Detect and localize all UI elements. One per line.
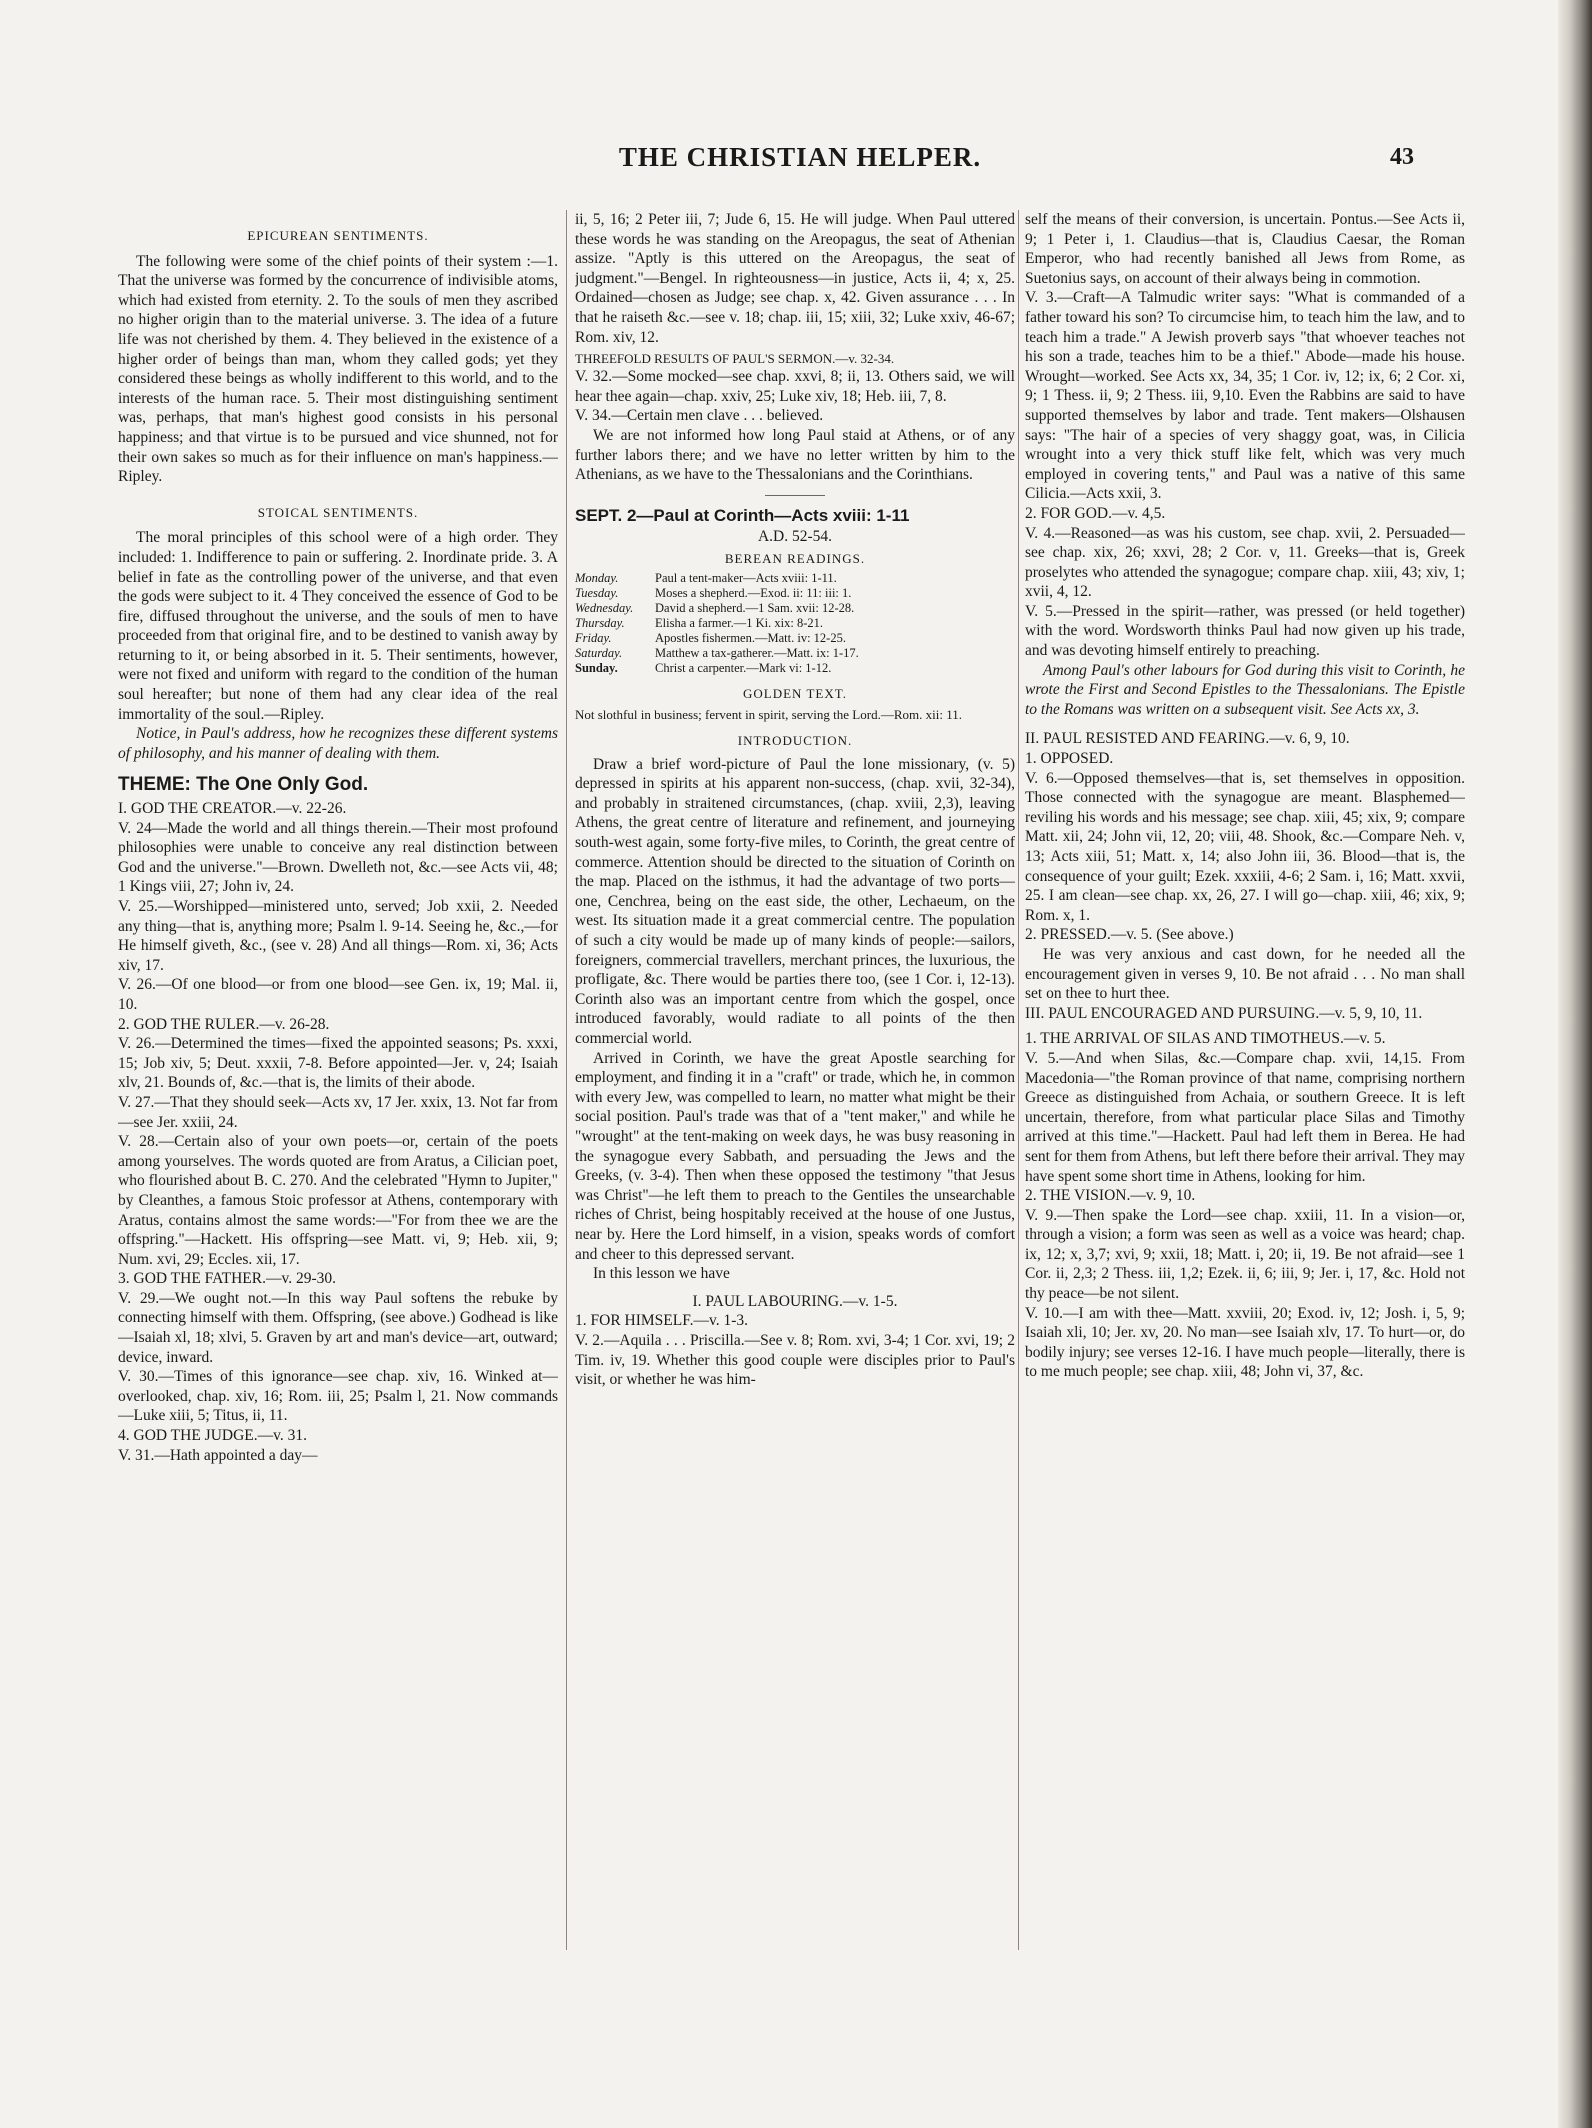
section-heading: III. PAUL ENCOURAGED AND PURSUING.—v. 5, 9, 10, 11. (1025, 1004, 1423, 1022)
reading-row (575, 586, 1015, 601)
col2-paragraph: Arrived in Corinth, we have the great Apostle searching for employment, and finding it in a "craft" or trade, which he, in common with every Jew, was compelled to learn, no matter what might be their social position. Paul's trade was that of a "tent maker," and while he "wrought" at the tent-making on week days, he was busy reasoning in the synagogue every Sabbath, and persuading the Jews and the Greeks, (v. 3-4). Then when these opposed the testimony "that Jesus was Christ"—he left them to preach to the Gentiles the unsearchable riches of Christ, being hospitably received at the house of one Justus, near by. Here the Lord himself, in a vision, speaks words of comfort and cheer to this depressed servant. (575, 1049, 1015, 1263)
reading-day: Monday. (575, 570, 619, 585)
reading-day: Tuesday. (575, 585, 619, 600)
epicurean-heading: EPICUREAN SENTIMENTS. (247, 228, 429, 243)
reading-day: Sunday. (575, 660, 618, 675)
reading-day: Wednesday. (575, 600, 634, 615)
sub-heading: 1. OPPOSED. (1025, 750, 1114, 768)
stoical-heading: STOICAL SENTIMENTS. (257, 504, 419, 520)
lesson-date: A.D. 52-54. (757, 528, 833, 546)
col1-paragraph: V. 24—Made the world and all things therein.—Their most profound philosophies were unable to conceive any real distinction between God and the universe."—Brown. Dwelleth not, &c.—see Acts vii, 48; 1 Kings viii, 27; John iv, 24. (118, 819, 558, 896)
page-header (0, 142, 1540, 182)
col1-paragraph: 3. GOD THE FATHER.—v. 29-30. (118, 1270, 336, 1288)
col1-paragraph: 4. GOD THE JUDGE.—v. 31. (118, 1427, 308, 1445)
col3-paragraph: V. 6.—Opposed themselves—that is, set themselves in opposition. Those connected with the synagogue are meant. Blasphemed—reviling his words and his message; see chap. xiii, 45; xix, 9; compare Matt. xii, 24; John vii, 12, 20; viii, 48. Shook, &c.—Compare Neh. v, 13; Acts xiii, 51; Matt. x, 14; also John iii, 36. Blood—that is, the consequence of your guilt; Ezek. xxxiii, 4-6; 2 Sam. i, 16; Matt. xxvii, 25. I am clean—see chap. xx, 26, 27. I will go—chap. xiii, 46; xix, 9; Rom. x, 1. (1025, 769, 1465, 924)
col2-paragraph: ii, 5, 16; 2 Peter iii, 7; Jude 6, 15. He will judge. When Paul uttered these words he was standing on the Areopagus, the seat of Athenian assize. "Aptly is this uttered on the Areopagus, the seat of judgment."—Bengel. In righteousness—in justice, Acts ii, 4; x, 25. Ordained—chosen as Judge; see chap. x, 42. Given assurance . . . In that he raiseth &c.—see v. 18; chap. iii, 15; xiii, 32; Luke xxiv, 46-67; Rom. xiv, 12. (575, 211, 1015, 346)
col1-paragraph: V. 29.—We ought not.—In this way Paul softens the rebuke by connecting himself with them. Offspring, (see above.) Godhead is like—Isaiah xl, 18; xlvi, 5. Graven by art and man's device—art, outward; device, inward. (118, 1289, 558, 1366)
column-rule-right (1018, 210, 1019, 1950)
reading-row (575, 616, 1015, 631)
reading-day: Friday. (575, 630, 612, 645)
reading-row (575, 601, 1015, 616)
page-number: 43 (1390, 144, 1414, 170)
col3-paragraph: V. 3.—Craft—A Talmudic writer says: "What is commanded of a father toward his son? To circumcise him, to teach him the law, and to teach him a trade." A Jewish proverb says "that whoever teaches not his son a trade, teaches him to be a thief." Abode—made his house. Wrought—worked. See Acts xx, 34, 35; 1 Cor. iv, 12; ix, 6; 2 Cor. xi, 9; 1 Thess. ii, 9; 2 Thess. iii, 9,10. Even the Rabbins are said to have supported themselves by labor and trade. Tent makers—Olshausen says: "The hair of a species of very shaggy goat, was, in Cilicia wrought into a very thick stuff like felt, which was very much employed in covering tents," and Paul was a native of this same Cilicia.—Acts xxii, 3. (1025, 289, 1465, 503)
col1-paragraph: I. GOD THE CREATOR.—v. 22-26. (118, 800, 347, 818)
epicurean-text: The following were some of the chief points of their system :—1. That the universe was formed by the concurrence of indivisible atoms, which had existed from eternity. 2. To the souls of men they ascribed no higher origin than to the material universe. 3. The idea of a future life was not cherished by them. 4. They believed in the existence of a higher order of beings than man, whom they called gods; yet they considered these beings as wholly indifferent to this world, and to the interests of the human race. 5. Their most distinguishing sentiment was, perhaps, that man's highest good consists in his personal happiness; and that virtue is to be pursued and vice shunned, not for their own sakes so much as for their influence on man's happiness.—Ripley. (118, 252, 558, 486)
col2-paragraph: V. 2.—Aquila . . . Priscilla.—See v. 8; Rom. xvi, 3-4; 1 Cor. xvi, 19; 2 Tim. iv, 19. Whether this good couple were disciples prior to Paul's visit, or whether he was him- (575, 1331, 1015, 1389)
stoical-text: The moral principles of this school were of a high order. They included: 1. Indifference to pain or suffering. 2. Inordinate pride. 3. A belief in fate as the controlling power of the universe, and that even the gods were subject to it. 4 They conceived the essence of God to be fire, diffused throughout the universe, and the souls of men to have proceeded from that original fire, and to be destined to vanish away by returning to it, or being absorbed in it. 5. Their sentiments, however, were not fixed and uniform with regard to the condition of the human soul hereafter; but none of them had any clear idea of the real immortality of the soul.—Ripley. (118, 529, 558, 723)
col3-paragraph: Among Paul's other labours for God during this visit to Corinth, he wrote the First and Second Epistles to the Thessalonians. The Epistle to the Romans was written on a subsequent visit. See Acts xx, 3. (1025, 661, 1465, 718)
col2-paragraph: V. 32.—Some mocked—see chap. xxvi, 8; ii, 13. Others said, we will hear thee again—chap. xxiv, 25; Luke xiv, 18; Heb. iii, 7, 8. (575, 368, 1015, 405)
theme-heading: THEME: The One Only God. (118, 774, 369, 796)
golden-text-heading: GOLDEN TEXT. (743, 685, 847, 701)
running-title: THE CHRISTIAN HELPER. (618, 142, 982, 172)
notice-text: Notice, in Paul's address, how he recognizes these different systems of philosophy, and his manner of dealing with them. (118, 725, 558, 762)
reading-text: Paul a tent-maker—Acts xviii: 1-11. (655, 570, 837, 585)
column-rule-left (566, 210, 567, 1950)
col1-paragraph: V. 27.—That they should seek—Acts xv, 17 Jer. xxix, 13. Not far from—see Jer. xxiii, 24. (118, 1093, 558, 1131)
col1-paragraph: V. 26.—Of one blood—or from one blood—see Gen. ix, 19; Mal. ii, 10. (118, 976, 558, 1013)
sub-heading: 1. FOR HIMSELF.—v. 1-3. (575, 1312, 749, 1330)
col3-paragraph: V. 4.—Reasoned—as was his custom, see chap. xvii, 2. Persuaded—see chap. xix, 26; xxvi, 28; 2 Cor. v, 11. Greeks—that is, Greek proselytes who attended the synagogue; compare chap. xiii, 43; xiv, 1; xvii, 4, 12. (1025, 524, 1465, 601)
col1-paragraph: V. 28.—Certain also of your own poets—or, certain of the poets among yourselves. The words quoted are from Aratus, a Cilician poet, who flourished about B. C. 270. And the celebrated "Hymn to Jupiter," by Cleanthes, a famous Stoic professor at Athens, contemporary with Aratus, contains almost the same words:—"For from thee we are the offspring."—Hackett. His offspring—see Matt. vi, 9; Heb. xii, 9; Num. xvi, 29; Eccles. xii, 17. (118, 1133, 558, 1268)
col2-paragraph: In this lesson we have (593, 1265, 730, 1283)
col3-paragraph: V. 9.—Then spake the Lord—see chap. xxiii, 11. In a vision—or, through a vision; a form was seen as well as a voice was heard; chap. ix, 12; x, 3,7; xvi, 9; xxii, 18; Matt. i, 20; ii, 19. Be not afraid—see 1 Cor. ii, 2,3; 2 Thess. iii, 1,2; Ezek. ii, 6; iii, 9; Jer. i, 17, &c. Hold not thy peace—be not silent. (1025, 1206, 1465, 1303)
col3-paragraph: V. 5.—And when Silas, &c.—Compare chap. xvii, 14,15. From Macedonia—"the Roman province of that name, comprising northern Greece as distinguished from Achaia, or southern Greece. It is left uncertain, therefore, from what particular place Silas and Timothy arrived at this time."—Hackett. Paul had left them in Berea. He had sent for them from Athens, but left there before their arrival. They may have spent some short time in Athens, looking for him. (1025, 1049, 1465, 1185)
reading-text: Elisha a farmer.—1 Ki. xix: 8-21. (655, 615, 824, 630)
lesson-title: SEPT. 2—Paul at Corinth—Acts xviii: 1-11 (575, 505, 910, 525)
sub-heading: 1. THE ARRIVAL OF SILAS AND TIMOTHEUS.—v. 5. (1025, 1030, 1386, 1048)
section-heading: II. PAUL RESISTED AND FEARING.—v. 6, 9, 10. (1025, 730, 1350, 748)
col1-paragraph: V. 30.—Times of this ignorance—see chap. xiv, 16. Winked at—overlooked, chap. xiv, 16; Rom. iii, 25; Psalm l, 21. Now commands—Luke xiii, 5; Titus, ii, 11. (118, 1368, 558, 1425)
col2-paragraph: We are not informed how long Paul staid at Athens, or of any further labors there; and we have no letter written by him to the Athenians, as we have to the Thessalonians and the Corinthians. (575, 426, 1015, 484)
reading-text: David a shepherd.—1 Sam. xvii: 12-28. (655, 600, 855, 615)
reading-row (575, 646, 1015, 661)
col3-paragraph: self the means of their conversion, is uncertain. Pontus.—See Acts ii, 9; 1 Peter i, 1. Claudius—that is, Claudius Caesar, the Roman Emperor, who had recently banished all Jews from Rome, as Suetonius says, on account of their always being in commotion. (1025, 211, 1465, 287)
col2-paragraph: V. 34.—Certain men clave . . . believed. (575, 407, 824, 425)
threefold-heading: THREEFOLD RESULTS OF PAUL'S SERMON.—v. 32-34. (575, 351, 895, 367)
sub-heading: 2. THE VISION.—v. 9, 10. (1025, 1187, 1196, 1205)
reading-text: Christ a carpenter.—Mark vi: 1-12. (655, 660, 832, 675)
col1-paragraph: V. 31.—Hath appointed a day— (118, 1446, 318, 1464)
column-right (1025, 210, 1465, 1950)
reading-day: Thursday. (575, 615, 625, 630)
reading-row (575, 571, 1015, 586)
col1-paragraph: 2. GOD THE RULER.—v. 26-28. (118, 1015, 330, 1033)
col3-paragraph: He was very anxious and cast down, for he needed all the encouragement given in verses 9, 10. Be not afraid . . . No man shall set on thee to hurt thee. (1025, 945, 1465, 1003)
reading-text: Moses a shepherd.—Exod. ii: 11: iii: 1. (655, 585, 852, 600)
col1-paragraph: V. 25.—Worshipped—ministered unto, served; Job xxii, 2. Needed any thing—that is, anything more; Psalm l. 9-14. Seeing he, &c.,—for He himself giveth, &c., (see v. 28) And all things—Rom. xi, 36; Acts xiv, 17. (118, 898, 558, 974)
reading-text: Apostles fishermen.—Matt. iv: 12-25. (655, 630, 846, 645)
col2-paragraph: Draw a brief word-picture of Paul the lone missionary, (v. 5) depressed in spirits at his apparent non-success, (chap. xvii, 32-34), and probably in straitened circumstances, (chap. xviii, 2,3), leaving Athens, the great centre of literature and refinement, and journeying south-west again, some forty-five miles, to Corinth, the great centre of commerce. Attention should be directed to the situation of Corinth on the map. Placed on the isthmus, it had the advantage of two ports—one, Cenchrea, being on the east side, the other, Lechaeum, on the west. Its situation made it a great commercial centre. The population of such a city would be made up of many kinds of people:—sailors, foreigners, commercial travellers, merchant princes, the luxurious, the profligate, &c. There would be parties there too, (see 1 Cor. i, 12-13). Corinth also was an important centre from which the gospel, once introduced favorably, would radiate to all points of the then commercial world. (575, 755, 1015, 1047)
col1-paragraph: V. 26.—Determined the times—fixed the appointed seasons; Ps. xxxi, 15; Job xiv, 5; Deut. xxxii, 7-8. Before appointed—Jer. v, 24; Isaiah xlv, 21. Bounds of, &c.—that is, the limits of their abode. (118, 1035, 558, 1092)
reading-text: Matthew a tax-gatherer.—Matt. ix: 1-17. (655, 645, 859, 660)
golden-text: Not slothful in business; fervent in spirit, serving the Lord.—Rom. xii: 11. (575, 707, 962, 723)
reading-day: Saturday. (575, 645, 623, 660)
introduction-heading: INTRODUCTION. (737, 733, 853, 749)
reading-row (575, 631, 1015, 646)
section-divider (765, 495, 825, 496)
book-binding-edge (1558, 0, 1592, 2128)
column-left (118, 210, 558, 1950)
column-middle (575, 210, 1015, 1950)
reading-row (575, 661, 1015, 676)
readings-heading: BEREAN READINGS. (724, 550, 866, 566)
col3-paragraph: V. 10.—I am with thee—Matt. xxviii, 20; Exod. iv, 12; Josh. i, 5, 9; Isaiah xli, 10; Jer. xv, 20. No man—see Isaiah xlv, 17. To hurt—or, do bodily injury; see verses 12-16. I have much people—literally, there is to me much people; see chap. xiii, 48; John vi, 37, &c. (1025, 1304, 1465, 1381)
sub-heading: 2. FOR GOD.—v. 4,5. (1025, 504, 1166, 522)
readings-table (575, 571, 1015, 676)
section-heading: I. PAUL LABOURING.—v. 1-5. (692, 1292, 898, 1310)
col3-paragraph: V. 5.—Pressed in the spirit—rather, was pressed (or held together) with the word. Wordsworth thinks Paul had now given up his trade, and was devoting himself entirely to preaching. (1025, 602, 1465, 660)
sub-heading: 2. PRESSED.—v. 5. (See above.) (1025, 926, 1234, 944)
